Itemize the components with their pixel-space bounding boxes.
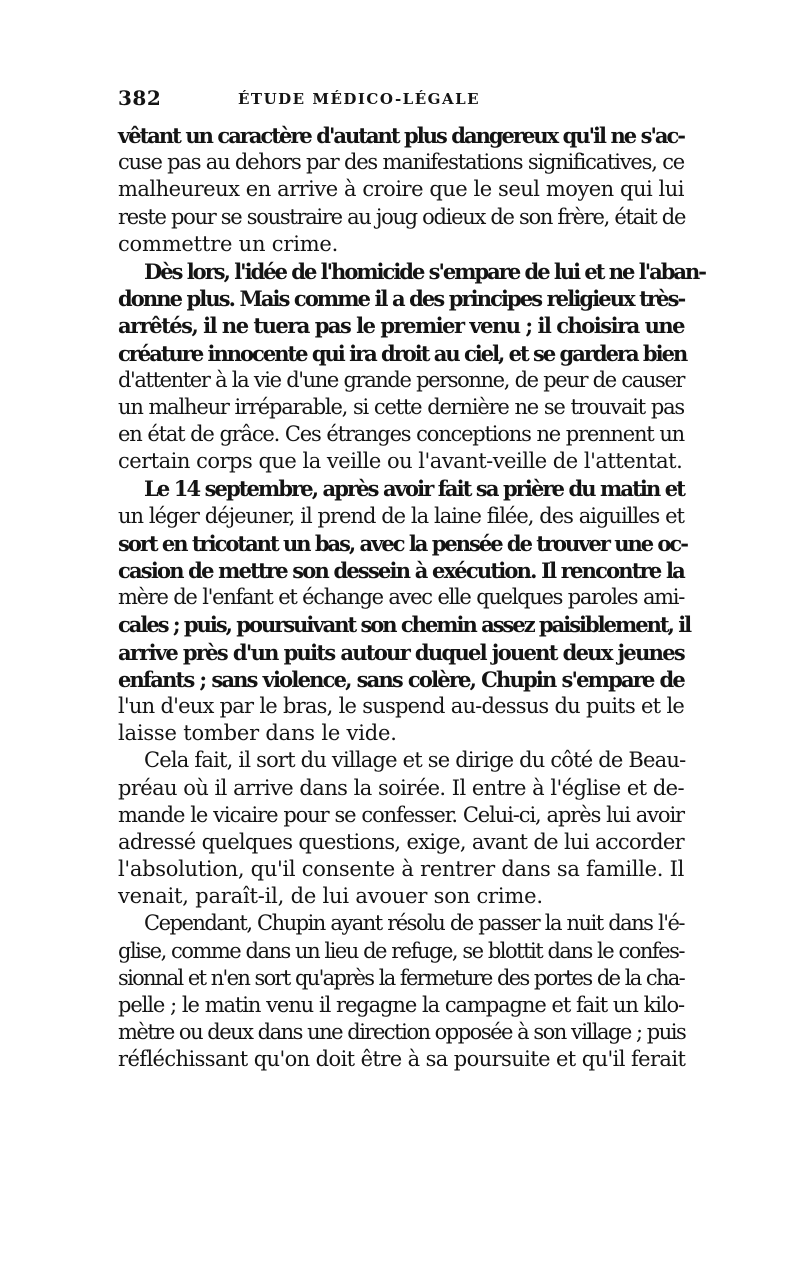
text-line: donne plus. Mais comme il a des principes religieux très- [118,286,685,312]
text-line: sionnal et n'en sort qu'après la fermeture des portes de la cha- [118,965,684,990]
text-line: l'un d'eux par le bras, le suspend au-dessus du puits et le [118,693,684,718]
text-line: Dès lors, l'idée de l'homicide s'empare de lui et ne l'aban- [144,258,706,284]
text-line: reste pour se soustraire au joug odieux de son frère, était de [118,204,686,229]
text-line: cales ; puis, poursuivant son chemin assez paisiblement, il [118,612,691,638]
text-line: venait, paraît-il, de lui avouer son crime. [118,884,543,909]
page-number: 382 [118,86,162,110]
text-line: malheureux en arrive à croire que le seul moyen qui lui [118,177,684,202]
text-line: cuse pas au dehors par des manifestations significatives, ce [118,150,684,175]
running-header [118,86,684,116]
text-line: mande le vicaire pour se confesser. Celui-ci, après lui avoir [118,802,684,827]
text-line: d'attenter à la vie d'une grande personne, de peur de causer [118,367,684,392]
text-line: l'absolution, qu'il consente à rentrer dans sa famille. Il [118,857,684,882]
text-line: adressé quelques questions, exige, avant de lui accorder [118,829,684,854]
text-line: Le 14 septembre, après avoir fait sa prière du matin et [144,476,684,502]
text-line: réfléchissant qu'on doit être à sa poursuite et qu'il ferait [118,1047,686,1072]
text-line: un léger déjeuner, il prend de la laine filée, des aiguilles et [118,503,684,528]
text-line: glise, comme dans un lieu de refuge, se blottit dans le confes- [118,938,684,963]
text-line: préau où il arrive dans la soirée. Il entre à l'église et de- [118,775,684,800]
text-line: arrêtés, il ne tuera pas le premier venu ; il choisira une [118,313,684,339]
text-line: en état de grâce. Ces étranges conceptions ne prennent un [118,422,684,447]
text-line: créature innocente qui ira droit au ciel, et se gardera bien [118,340,687,366]
text-line: casion de mettre son dessein à exécution. Il rencontre la [118,558,684,583]
text-line: enfants ; sans violence, sans colère, Chupin s'empare de [118,666,684,692]
text-line: mètre ou deux dans une direction opposée à son village ; puis [118,1020,686,1045]
text-line: Cependant, Chupin ayant résolu de passer la nuit dans l'é- [144,911,684,936]
text-line: sort en tricotant un bas, avec la pensée de trouver une oc- [118,530,687,556]
text-line: certain corps que la veille ou l'avant-veille de l'attentat. [118,449,683,474]
text-line: pelle ; le matin venu il regagne la campagne et fait un kilo- [118,993,684,1017]
text-line: commettre un crime. [118,231,339,256]
text-line: vêtant un caractère d'autant plus dangereux qu'il ne s'ac- [118,123,684,148]
text-line: Cela fait, il sort du village et se dirige du côté de Beau- [144,748,686,773]
text-line: arrive près d'un puits autour duquel jouent deux jeunes [118,639,684,665]
running-title: ÉTUDE MÉDICO-LÉGALE [238,90,481,108]
body-text [118,122,706,1074]
text-line: laisse tomber dans le vide. [118,721,397,746]
text-line: un malheur irréparable, si cette dernière ne se trouvait pas [118,394,684,419]
text-line: mère de l'enfant et échange avec elle quelques paroles ami- [118,585,684,610]
